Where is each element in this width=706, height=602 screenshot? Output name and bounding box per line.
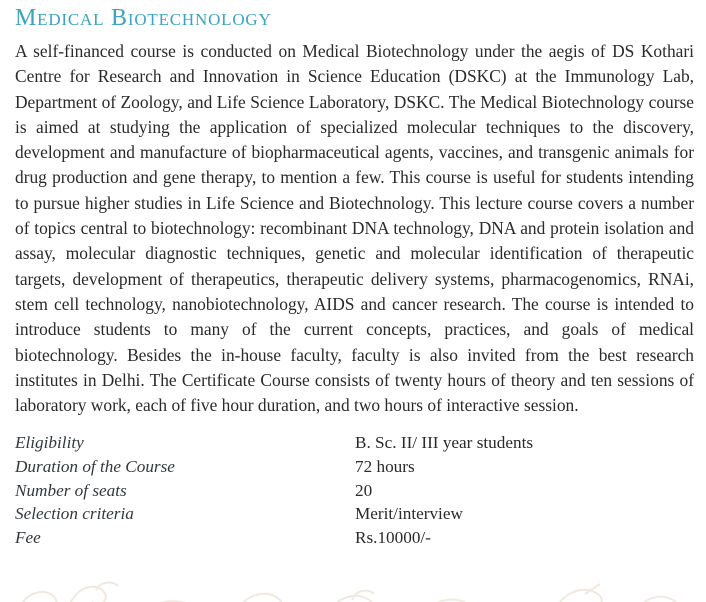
detail-row-selection-criteria — [15, 502, 694, 526]
detail-row-duration — [15, 455, 694, 479]
detail-label-selection-criteria: Selection criteria — [15, 504, 134, 524]
detail-label-duration: Duration of the Course — [15, 457, 175, 477]
detail-value-seats: 20 — [355, 480, 373, 500]
floral-watermark-decoration — [0, 560, 706, 602]
course-description-paragraph: A self-financed course is conducted on Medical Biotechnology under the aegis of DS Kothari Centre for Research and Innovation in Science Education (DSKC) at the Immunology Lab, Department of Zoology, and Life Science Laboratory, DSKC. The Medical Biotechnology course is aimed at studying the application of specialized molecular techniques to the discovery, development and manufacture of biopharmaceutical agents, vaccines, and transgenic animals for drug production and gene therapy, to mention a few. This course is useful for students intending to pursue higher studies in Life Science and Biotechnology. This lecture course covers a number of topics central to biotechnology: recombinant DNA technology, DNA and protein isolation and assay, molecular diagnostic techniques, genetic and molecular identification of therapeutic targets, development of therapeutics, therapeutic delivery systems, pharmacogenomics, RNAi, stem cell technology, nanobiotechnology, AIDS and cancer research. The course is intended to introduce students to many of the current concepts, practices, and goals of medical biotechnology. Besides the in-house faculty, faculty is also invited from the best research institutes in Delhi. The Certificate Course consists of twenty hours of theory and ten sessions of laboratory work, each of five hour duration, and two hours of interactive session. — [15, 41, 694, 416]
detail-value-eligibility: B. Sc. II/ III year students — [355, 433, 534, 453]
detail-row-eligibility — [15, 431, 694, 455]
course-details-list — [15, 431, 694, 549]
detail-row-seats — [15, 479, 694, 503]
detail-label-seats: Number of seats — [15, 480, 127, 500]
detail-value-selection-criteria: Merit/interview — [355, 504, 463, 524]
detail-value-duration: 72 hours — [355, 457, 415, 477]
detail-label-eligibility: Eligibility — [15, 433, 84, 453]
detail-row-fee — [15, 526, 694, 550]
page-title: Medical Biotechnology — [15, 5, 272, 31]
detail-value-fee: Rs.10000/- — [355, 527, 431, 547]
detail-label-fee: Fee — [15, 527, 41, 547]
